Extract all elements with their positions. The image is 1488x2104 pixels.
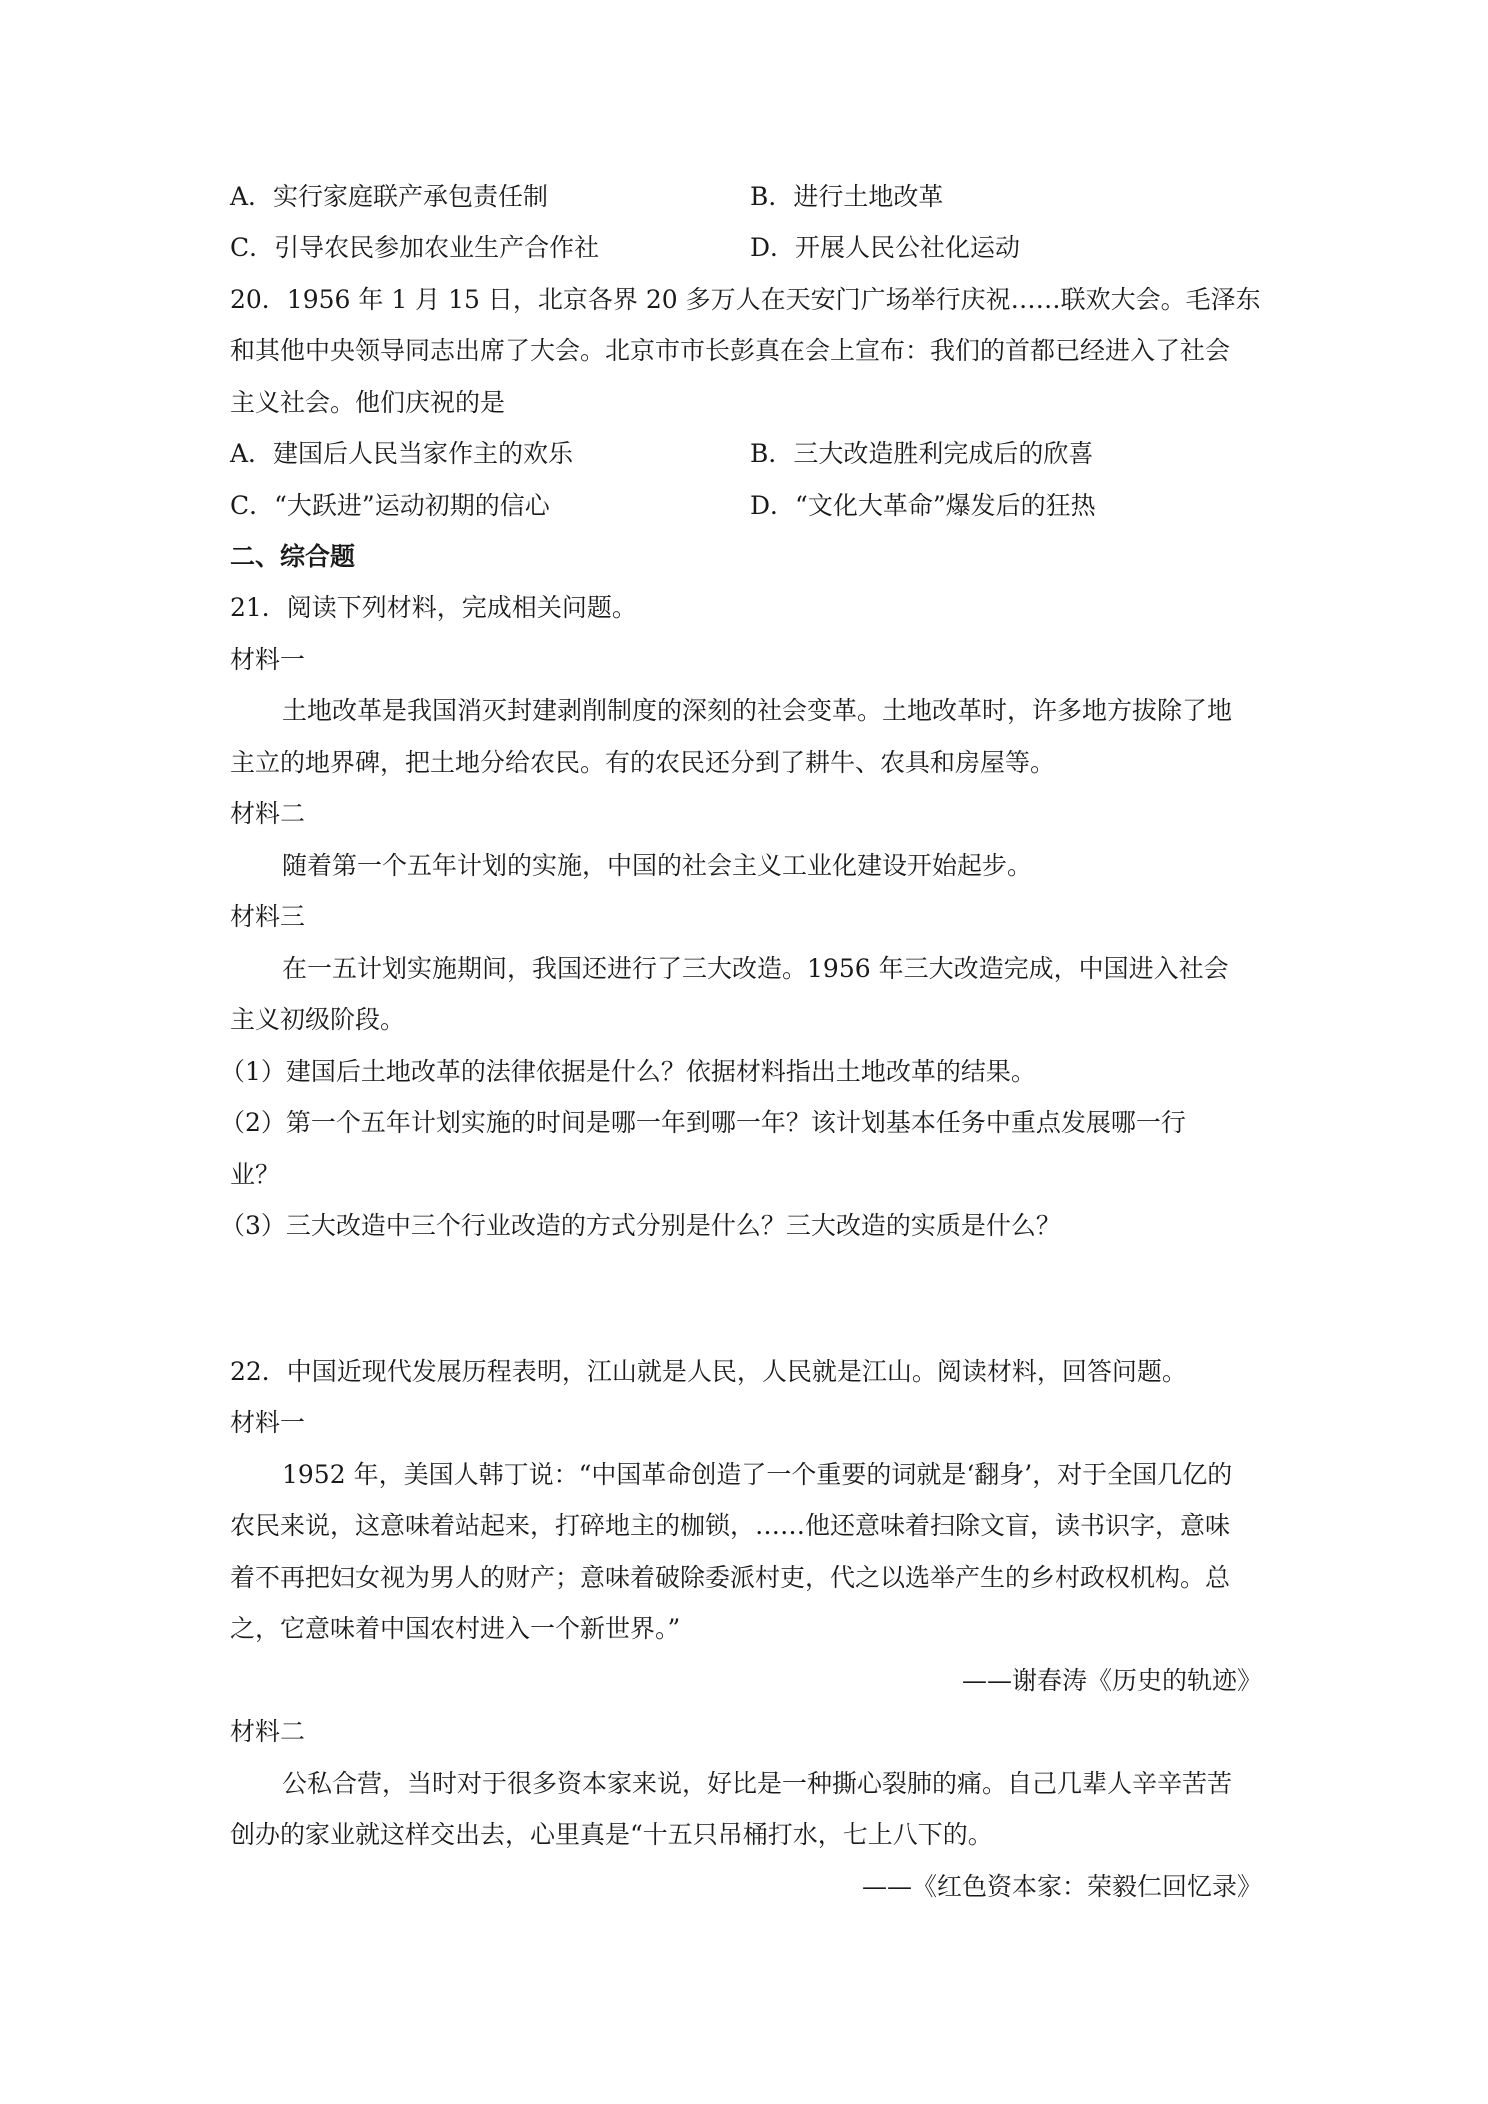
q19-option-c: C．引导农民参加农业生产合作社 bbox=[230, 233, 600, 262]
q22-material2-source: ——《红色资本家：荣毅仁回忆录》 bbox=[861, 1872, 1262, 1901]
q21-material1-line-1: 土地改革是我国消灭封建剥削制度的深刻的社会变革。土地改革时，许多地方拔除了地 bbox=[282, 696, 1233, 725]
q22-material1-source: ——谢春涛《历史的轨迹》 bbox=[961, 1666, 1262, 1695]
q19-option-d: D．开展人民公社化运动 bbox=[750, 233, 1021, 262]
q20-stem-line-2: 和其他中央领导同志出席了大会。北京市市长彭真在会上宣布：我们的首都已经进入了社会 bbox=[230, 336, 1231, 365]
q21-question-2: （2）第一个五年计划实施的时间是哪一年到哪一年？该计划基本任务中重点发展哪一行 bbox=[220, 1108, 1186, 1137]
q21-question-3: （3）三大改造中三个行业改造的方式分别是什么？三大改造的实质是什么？ bbox=[220, 1211, 1061, 1240]
q22-material1-line-1: 1952 年，美国人韩丁说：“中国革命创造了一个重要的词就是‘翻身’，对于全国几亿的 bbox=[282, 1460, 1233, 1489]
q21-stem: 21．阅读下列材料，完成相关问题。 bbox=[230, 593, 637, 622]
q21-material2-label: 材料二 bbox=[230, 799, 306, 828]
q20-option-b: B．三大改造胜利完成后的欣喜 bbox=[750, 439, 1094, 468]
section-heading: 二、综合题 bbox=[230, 542, 356, 571]
q21-material3-label: 材料三 bbox=[230, 902, 306, 931]
q22-material2-label: 材料二 bbox=[230, 1717, 306, 1746]
q21-material1-line-2: 主立的地界碑，把土地分给农民。有的农民还分到了耕牛、农具和房屋等。 bbox=[230, 748, 1056, 777]
q20-option-d: D．“文化大革命”爆发后的狂热 bbox=[750, 491, 1096, 520]
q21-question-2-cont: 业？ bbox=[230, 1160, 281, 1189]
q21-material3-line-1: 在一五计划实施期间，我国还进行了三大改造。1956 年三大改造完成，中国进入社会 bbox=[282, 954, 1229, 983]
q20-stem-line-3: 主义社会。他们庆祝的是 bbox=[230, 388, 506, 417]
q22-stem: 22．中国近现代发展历程表明，江山就是人民，人民就是江山。阅读材料，回答问题。 bbox=[230, 1357, 1187, 1386]
q22-material1-line-2: 农民来说，这意味着站起来，打碎地主的枷锁，……他还意味着扫除文盲，读书识字，意味 bbox=[230, 1511, 1231, 1540]
q21-question-1: （1）建国后土地改革的法律依据是什么？依据材料指出土地改革的结果。 bbox=[220, 1057, 1036, 1086]
q22-material1-line-4: 之，它意味着中国农村进入一个新世界。” bbox=[230, 1614, 681, 1643]
q21-material1-label: 材料一 bbox=[230, 645, 306, 674]
q19-option-a: A．实行家庭联产承包责任制 bbox=[230, 182, 549, 211]
q20-stem-line-1: 20．1956 年 1 月 15 日，北京各界 20 多万人在天安门广场举行庆祝……联欢大会。毛泽东 bbox=[230, 285, 1261, 314]
q22-material1-line-3: 着不再把妇女视为男人的财产；意味着破除委派村吏，代之以选举产生的乡村政权机构。总 bbox=[230, 1563, 1231, 1592]
q21-material2-line-1: 随着第一个五年计划的实施，中国的社会主义工业化建设开始起步。 bbox=[282, 851, 1033, 880]
q22-material2-line-1: 公私合营，当时对于很多资本家来说，好比是一种撕心裂肺的痛。自己几辈人辛辛苦苦 bbox=[282, 1769, 1233, 1798]
q22-material2-line-2: 创办的家业就这样交出去，心里真是“十五只吊桶打水，七上八下的。 bbox=[230, 1820, 993, 1849]
q20-option-a: A．建国后人民当家作主的欢乐 bbox=[230, 439, 574, 468]
q22-material1-label: 材料一 bbox=[230, 1408, 306, 1437]
q21-material3-line-2: 主义初级阶段。 bbox=[230, 1005, 406, 1034]
q20-option-c: C．“大跃进”运动初期的信心 bbox=[230, 491, 550, 520]
q19-option-b: B．进行土地改革 bbox=[750, 182, 944, 211]
